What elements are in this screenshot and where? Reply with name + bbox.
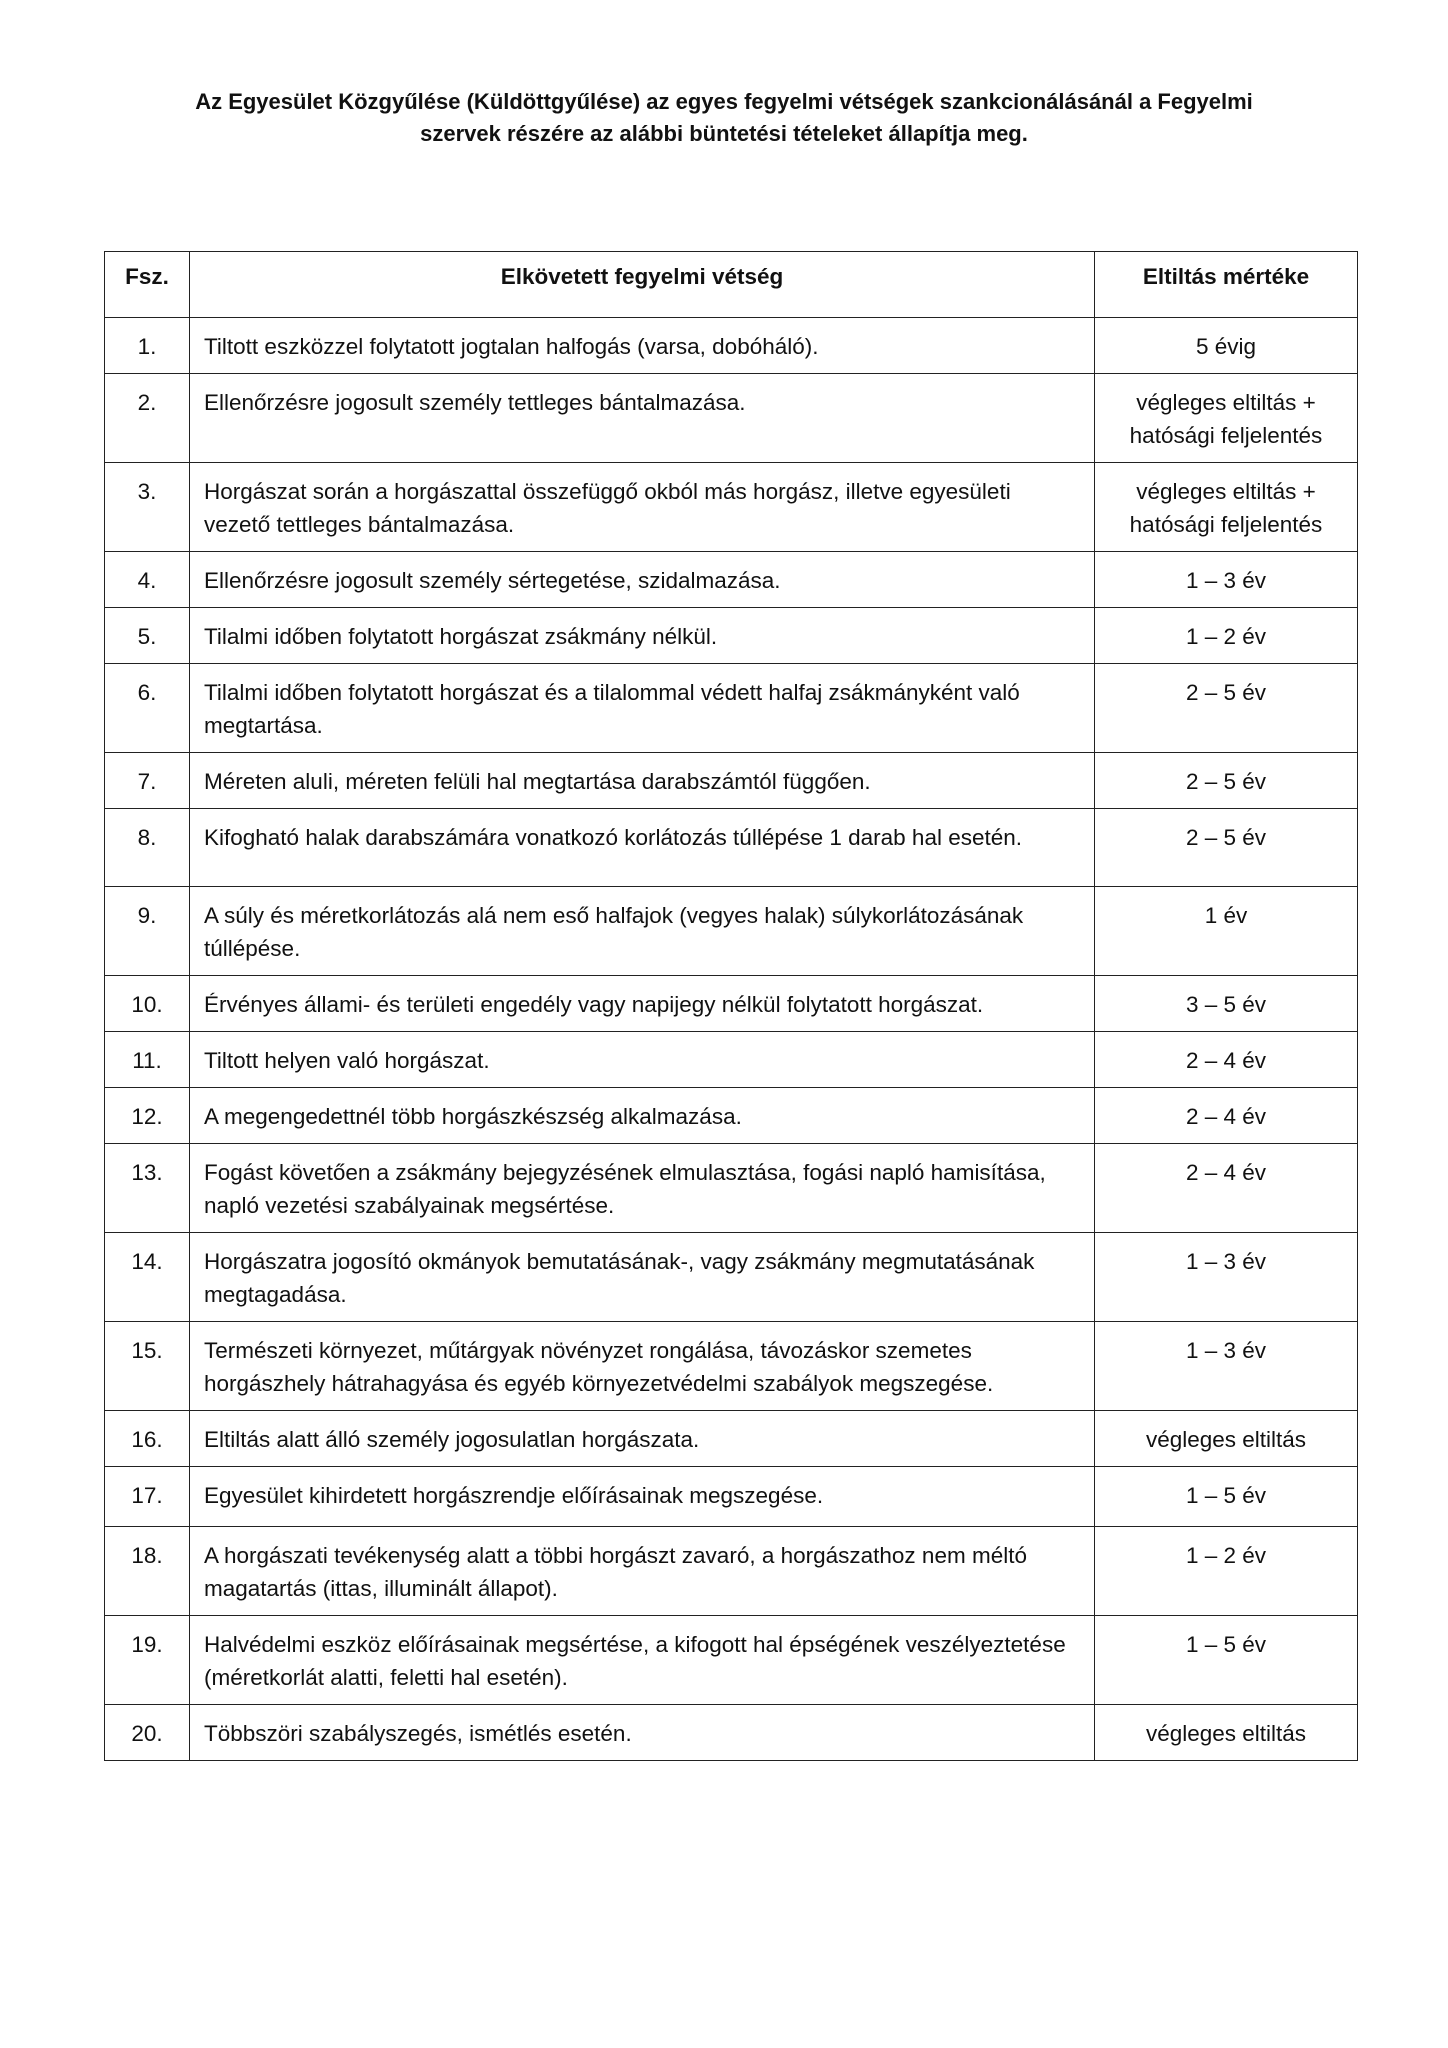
table-row [105,976,1358,1032]
row-penalty: 3 – 5 év [1095,976,1358,1032]
row-penalty: 1 – 2 év [1095,608,1358,664]
row-penalty: 2 – 5 év [1095,753,1358,809]
table-row [105,1032,1358,1088]
row-penalty: végleges eltiltás [1095,1705,1358,1761]
table-row [105,1233,1358,1322]
table-row [105,1322,1358,1411]
table-row [105,887,1358,976]
row-penalty: 1 év [1095,887,1358,976]
row-number: 3. [105,463,190,552]
row-offense: Halvédelmi eszköz előírásainak megsértése, a kifogott hal épségének veszélyeztetése (méretkorlát alatti, feletti hal esetén). [190,1616,1095,1705]
table-row [105,753,1358,809]
document-title [100,86,1348,150]
table-row [105,1411,1358,1467]
row-offense: Tilalmi időben folytatott horgászat és a tilalommal védett halfaj zsákmányként való megtartása. [190,664,1095,753]
table-row [105,374,1358,463]
table-row [105,809,1358,887]
row-offense: Ellenőrzésre jogosult személy sértegetése, szidalmazása. [190,552,1095,608]
row-penalty: 2 – 4 év [1095,1088,1358,1144]
table-row [105,1616,1358,1705]
title-line-1: Az Egyesület Közgyűlése (Küldöttgyűlése) az egyes fegyelmi vétségek szankcionálásánál a Fegyelmi [195,89,1253,114]
row-penalty: 1 – 5 év [1095,1467,1358,1527]
row-penalty: 1 – 3 év [1095,1322,1358,1411]
row-penalty: 1 – 3 év [1095,1233,1358,1322]
row-number: 19. [105,1616,190,1705]
table-row [105,608,1358,664]
row-offense: Tiltott eszközzel folytatott jogtalan halfogás (varsa, dobóháló). [190,318,1095,374]
table-row [105,552,1358,608]
row-offense: A súly és méretkorlátozás alá nem eső halfajok (vegyes halak) súlykorlátozásának túllépése. [190,887,1095,976]
row-number: 12. [105,1088,190,1144]
header-number: Fsz. [105,252,190,318]
row-number: 4. [105,552,190,608]
row-number: 13. [105,1144,190,1233]
row-offense: Méreten aluli, méreten felüli hal megtartása darabszámtól függően. [190,753,1095,809]
row-number: 6. [105,664,190,753]
row-offense: Eltiltás alatt álló személy jogosulatlan horgászata. [190,1411,1095,1467]
table-row [105,1088,1358,1144]
row-penalty: végleges eltiltás + hatósági feljelentés [1095,463,1358,552]
row-penalty: 2 – 5 év [1095,664,1358,753]
row-penalty: végleges eltiltás [1095,1411,1358,1467]
row-penalty: végleges eltiltás + hatósági feljelentés [1095,374,1358,463]
row-number: 15. [105,1322,190,1411]
row-number: 9. [105,887,190,976]
row-penalty: 1 – 2 év [1095,1527,1358,1616]
row-number: 18. [105,1527,190,1616]
row-offense: Horgászatra jogosító okmányok bemutatásának-, vagy zsákmány megmutatásának megtagadása. [190,1233,1095,1322]
row-offense: Többszöri szabályszegés, ismétlés esetén. [190,1705,1095,1761]
row-number: 14. [105,1233,190,1322]
table-row [105,1144,1358,1233]
row-offense: A horgászati tevékenység alatt a többi horgászt zavaró, a horgászathoz nem méltó magatartás (ittas, illuminált állapot). [190,1527,1095,1616]
row-penalty: 5 évig [1095,318,1358,374]
row-number: 11. [105,1032,190,1088]
row-number: 7. [105,753,190,809]
header-offense: Elkövetett fegyelmi vétség [190,252,1095,318]
row-number: 17. [105,1467,190,1527]
row-offense: A megengedettnél több horgászkészség alkalmazása. [190,1088,1095,1144]
table-row [105,1467,1358,1527]
table-header-row [105,252,1358,318]
table-row [105,318,1358,374]
row-number: 20. [105,1705,190,1761]
row-offense: Tiltott helyen való horgászat. [190,1032,1095,1088]
row-offense: Érvényes állami- és területi engedély vagy napijegy nélkül folytatott horgászat. [190,976,1095,1032]
row-offense: Kifogható halak darabszámára vonatkozó korlátozás túllépése 1 darab hal esetén. [190,809,1095,887]
row-offense: Ellenőrzésre jogosult személy tettleges bántalmazása. [190,374,1095,463]
penalty-table [104,251,1358,1761]
row-penalty: 2 – 4 év [1095,1032,1358,1088]
table-row [105,664,1358,753]
row-number: 8. [105,809,190,887]
row-number: 5. [105,608,190,664]
table-row [105,1705,1358,1761]
row-offense: Horgászat során a horgászattal összefüggő okból más horgász, illetve egyesületi vezető tettleges bántalmazása. [190,463,1095,552]
header-penalty: Eltiltás mértéke [1095,252,1358,318]
row-number: 10. [105,976,190,1032]
row-number: 16. [105,1411,190,1467]
row-penalty: 2 – 5 év [1095,809,1358,887]
row-penalty: 2 – 4 év [1095,1144,1358,1233]
row-penalty: 1 – 5 év [1095,1616,1358,1705]
row-number: 2. [105,374,190,463]
title-line-2: szervek részére az alábbi büntetési tételeket állapítja meg. [420,121,1028,146]
row-offense: Egyesület kihirdetett horgászrendje előírásainak megszegése. [190,1467,1095,1527]
row-number: 1. [105,318,190,374]
row-offense: Fogást követően a zsákmány bejegyzésének elmulasztása, fogási napló hamisítása, napló vezetési szabályainak megsértése. [190,1144,1095,1233]
table-row [105,463,1358,552]
row-offense: Természeti környezet, műtárgyak növényzet rongálása, távozáskor szemetes horgászhely hátrahagyása és egyéb környezetvédelmi szabályok megszegése. [190,1322,1095,1411]
row-offense: Tilalmi időben folytatott horgászat zsákmány nélkül. [190,608,1095,664]
row-penalty: 1 – 3 év [1095,552,1358,608]
table-row [105,1527,1358,1616]
